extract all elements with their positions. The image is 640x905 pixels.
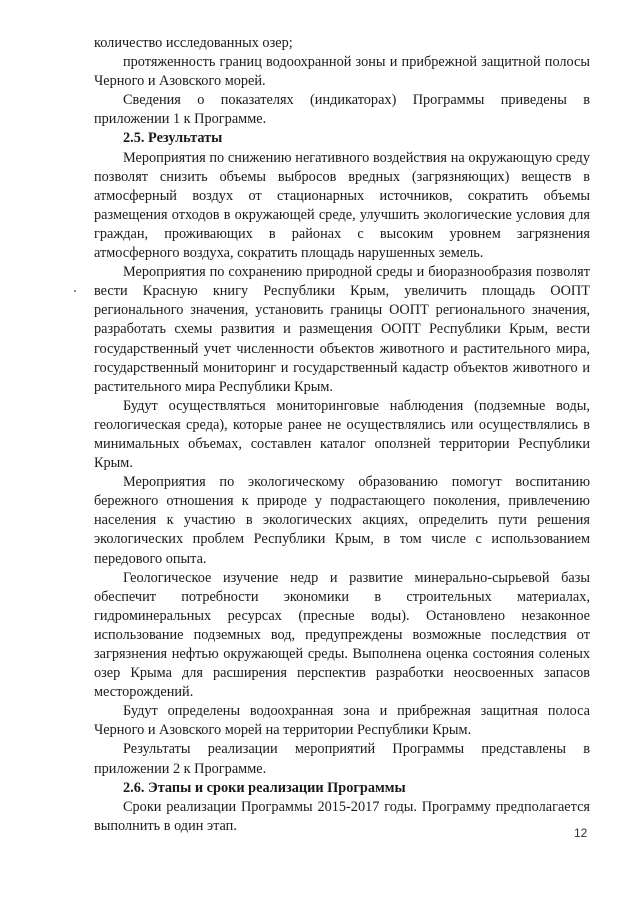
document-body [94, 34, 590, 836]
paragraph-monitoring: Будут осуществляться мониторинговые наблюдения (подземные воды, геологическая среда), которые ранее не осуществлялись или осуществлялись в минимальных объемах, составлен каталог оползней территории Республики Крым. [94, 397, 590, 472]
paragraph-geology: Геологическое изучение недр и развитие минерально-сырьевой базы обеспечит потребности экономики в строительных материалах, гидроминеральных ресурсах (пресные воды). Остановлено незаконное использование подземных вод, предупреждены возможные последствия от загрязнения нефтью окружающей среды. Выполнена оценка состояния соленых озер Крыма для расширения перспектив разработки неосвоенных запасов месторождений. [94, 569, 590, 701]
paragraph-water-protection-zone: Будут определены водоохранная зона и прибрежная защитная полоса Черного и Азовского морей на территории Республики Крым. [94, 703, 590, 739]
margin-dot [74, 290, 76, 292]
paragraph-biodiversity: Мероприятия по сохранению природной среды и биоразнообразия позволят вести Красную книгу Республики Крым, увеличить площадь ООПТ регионального значения, установить границы ООПТ регионального значения, разработать схемы развития и размещения ООПТ Республики Крым, вести государственный учет численности объектов животного и растительного мира, государственный мониторинг и государственный кадастр объектов животного и растительного мира Республики Крым. [94, 264, 590, 395]
paragraph-indicators: Сведения о показателях (индикаторах) Программы приведены в приложении 1 к Программе. [94, 92, 590, 128]
paragraph-timeline: Сроки реализации Программы 2015-2017 годы. Программу предполагается выполнить в один этап. [94, 798, 590, 834]
paragraph-impact-reduction: Мероприятия по снижению негативного воздействия на окружающую среду позволят снизить объемы выбросов вредных (загрязняющих) веществ в атмосферный воздух от стационарных источников, сократить объемы размещения отходов в окружающей среде, улучшить экологические условия для граждан, проживающих в районах с высоким уровнем загрязнения атмосферного воздуха, сократить площадь нарушенных земель. [94, 149, 590, 262]
section-heading-stages: 2.6. Этапы и сроки реализации Программы [123, 779, 406, 796]
paragraph-eco-education: Мероприятия по экологическому образованию помогут воспитанию бережного отношения к природе у подрастающего поколения, привлечению населения к участию в экологических акциях, определить пути решения экологических проблем Республики Крым, в том числе с использованием передового опыта. [94, 474, 590, 567]
section-heading-results: 2.5. Результаты [123, 130, 223, 147]
paragraph-results-appendix: Результаты реализации мероприятий Программы представлены в приложении 2 к Программе. [94, 741, 590, 777]
paragraph-lake-count: количество исследованных озер; [94, 35, 293, 51]
page-number: 12 [574, 826, 588, 840]
paragraph-boundary-length: протяженность границ водоохранной зоны и прибрежной защитной полосы Черного и Азовского морей. [94, 54, 590, 90]
